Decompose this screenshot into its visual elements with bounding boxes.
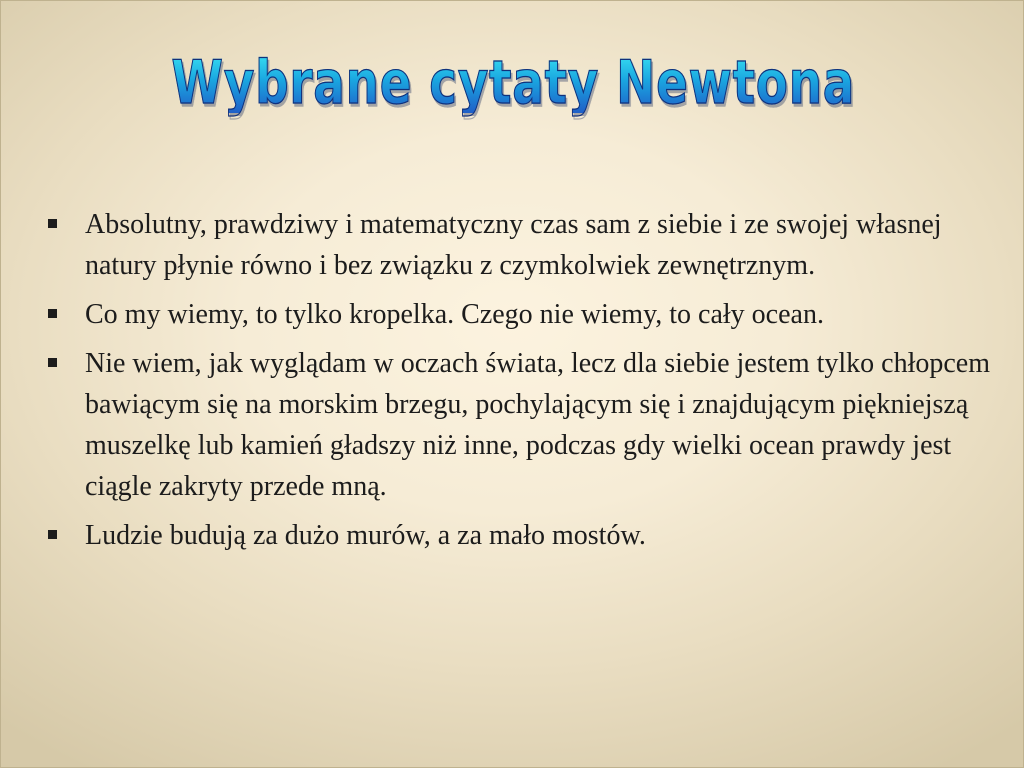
square-bullet-icon: [48, 309, 57, 318]
square-bullet-icon: [48, 530, 57, 539]
bullet-item: [43, 515, 993, 556]
square-bullet-icon: [48, 219, 57, 228]
bullet-item: [43, 204, 993, 286]
bullet-text: Nie wiem, jak wyglądam w oczach świata, lecz dla siebie jestem tylko chłopcem bawiącym się na morskim brzegu, pochylającym się i znajdującym piękniejszą muszelkę lub kamień gładszy niż inne, podczas gdy wielki ocean prawdy jest ciągle zakryty przede mną.: [85, 348, 991, 502]
bullet-item: [43, 343, 993, 507]
square-bullet-icon: [48, 358, 57, 367]
bullet-item: [43, 294, 993, 335]
bullet-text: Absolutny, prawdziwy i matematyczny czas sam z siebie i ze swojej własnej natury płynie równo i bez związku z czymkolwiek zewnętrznym.: [85, 209, 942, 281]
title-area: [1, 48, 1024, 145]
bullet-text: Ludzie budują za dużo murów, a za mało mostów.: [85, 520, 646, 551]
bullet-text: Co my wiemy, to tylko kropelka. Czego nie wiemy, to cały ocean.: [85, 299, 824, 330]
bullet-list: [43, 204, 993, 564]
slide-title: Wybrane cytaty Newtona: [171, 48, 855, 118]
